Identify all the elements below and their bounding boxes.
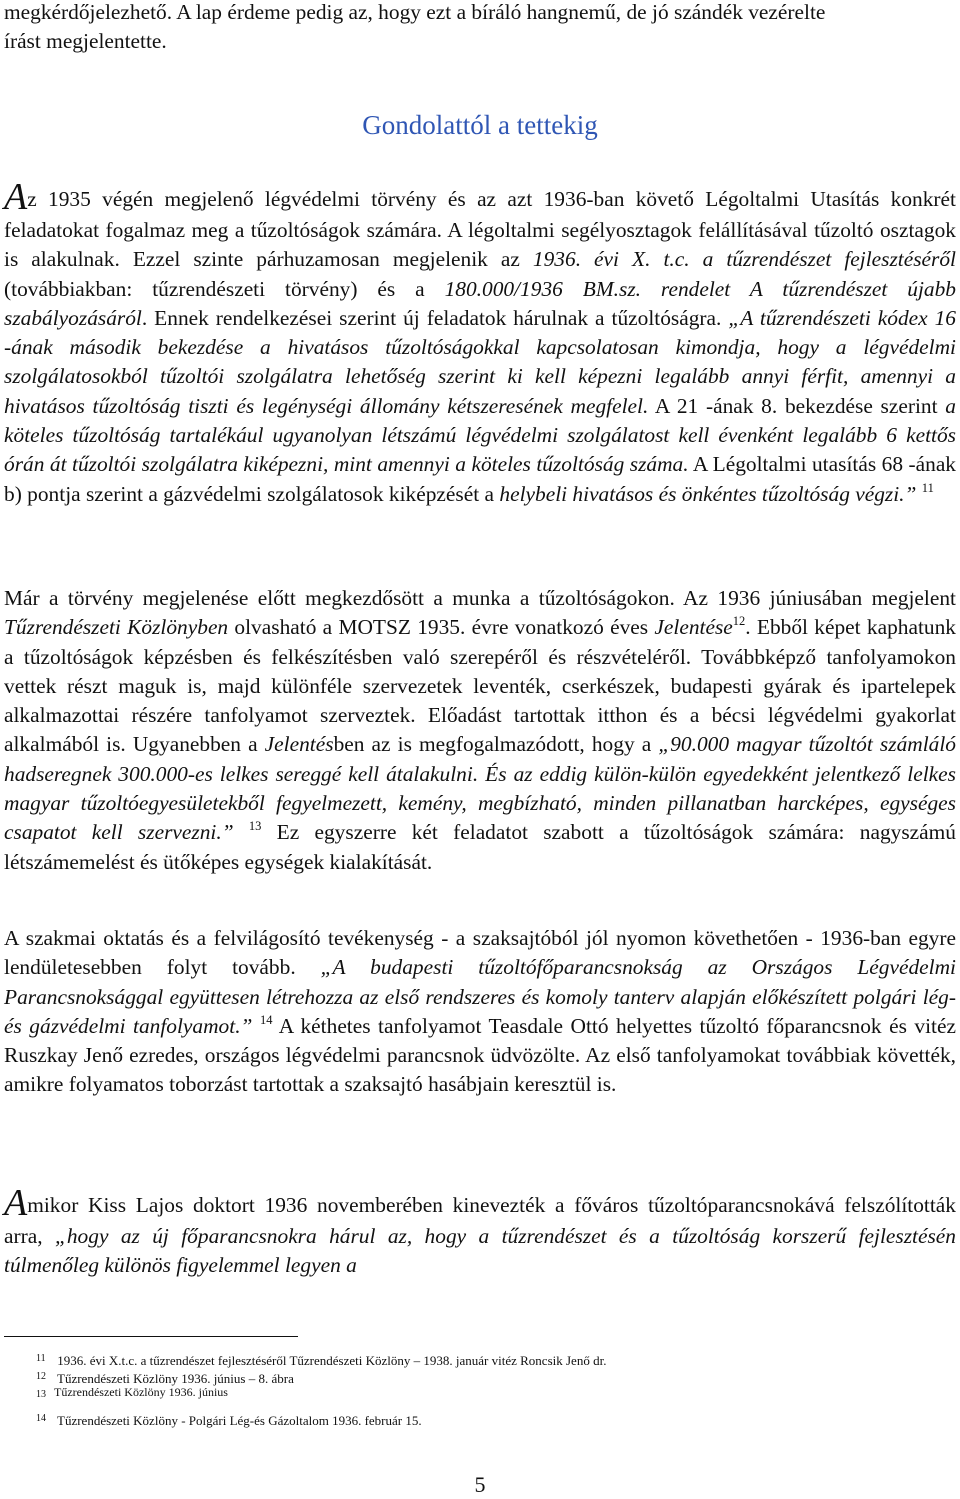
p2-text-2: olvasható a MOTSZ 1935. évre vonatkozó éves [228, 615, 655, 640]
p1-text-5: A Légoltalmi utasítás 68 -ának b) pontja szerint a gázvédelmi szolgálatosok kiképzését a [4, 452, 957, 506]
p3-text-1: A szakmai oktatás és a felvilágosító tevékenység - a szaksajtóból jól nyomon követhetően - 1936-ban egyre lendületesebben folyt tovább. [4, 926, 956, 980]
p1-italic-5: helybeli hivatásos és önkéntes tűzoltóság végzi.” [499, 481, 917, 506]
p1-italic-2: 180.000/1936 BM.sz. rendelet A tűzrendészet újabb szabályozásáról [4, 276, 956, 330]
footnote-text: Tűzrendészeti Közlöny 1936. június [54, 1385, 228, 1399]
p2-text-5: Ez egyszerre két feladatot szabott a tűzoltóságok számára: nagyszámú létszámemelést és ütőképes egységek kialakítását. [4, 820, 956, 874]
footnote-13 [4, 1384, 956, 1403]
p2-text-3: . Ebből képet kaphatunk a tűzoltóságok képzésben és felkészítésben való szerepéről és részvételéről. Továbbképző tanfolyamokon vettek részt maguk is, majd különféle szervezetek leventék, cserkészek, budapesti gyárak és ipartelepek alkalmazottai részére tanfolyamot szerveztek. Előadást tartottak itthon és a bécsi légvédelmi gyakorlat alkalmából is. Ugyanebben a [4, 615, 956, 757]
footnote-separator [4, 1336, 298, 1337]
page-number: 5 [474, 1472, 486, 1497]
p1-italic-1: 1936. évi X. t.c. a tűzrendészet fejlesztéséről [532, 247, 957, 272]
drop-cap-2: A [4, 1182, 28, 1224]
p4-italic-1: „hogy az új főparancsnokra hárul az, hogy a tűzrendészet és a tűzoltóság korszerű fejlesztésén túlmenőleg különös figyelemmel legyen a [4, 1224, 956, 1278]
footnote-11 [4, 1350, 956, 1369]
footnote-text: Tűzrendészeti Közlöny - Polgári Lég-és Gázoltalom 1936. február 15. [57, 1413, 422, 1428]
footnote-number: 13 [36, 1389, 46, 1400]
footnote-ref-12: 12 [732, 614, 746, 629]
footnote-text: Tűzrendészeti Közlöny 1936. június – 8. ábra [57, 1371, 294, 1386]
section-title: Gondolattól a tettekig [362, 110, 598, 140]
footnote-text: 1936. évi X.t.c. a tűzrendészet fejlesztéséről Tűzrendészeti Közlöny – 1938. január vitéz Roncsik Jenő dr. [57, 1353, 607, 1368]
p2-text-4: ben az is megfogalmazódott, hogy a [333, 732, 659, 757]
p2-italic-2: Jelentése [654, 615, 733, 640]
p2-text-1: Már a törvény megjelenése előtt megkezdősött a munka a tűzoltóságokon. Az 1936 júniusában megjelent [4, 586, 956, 610]
footnote-ref-11: 11 [921, 480, 934, 495]
p2-italic-1: Tűzrendészeti Közlönyben [4, 615, 229, 640]
p3-italic-1: „A budapesti tűzoltófőparancsnokság az Országos Légvédelmi Parancsnoksággal együttesen létrehozza az első rendszeres és komoly tanterv alapján előkészített polgári lég- és gázvédelmi tanfolyamot.” [4, 955, 956, 1038]
footnote-ref-14: 14 [259, 1012, 273, 1027]
footnote-number: 11 [36, 1353, 46, 1364]
footnote-number: 12 [36, 1371, 46, 1382]
p2-italic-3: Jelentés [264, 732, 334, 757]
paragraph-2 [4, 584, 956, 877]
footnote-14 [4, 1410, 956, 1429]
p1-text-1: z 1935 végén megjelenő légvédelmi törvény és az azt 1936-ban követő Légoltalmi Utasítás konkrét feladatokat fogalmaz meg a tűzoltóságok számára. A légoltalmi segélyosztagok felállításával tűzoltó osztagok is alakulnak. Ezzel szinte párhuzamosan megjelenik az [4, 187, 956, 272]
p1-text-3: . Ennek rendelkezései szerint új feladatok hárulnak a tűzoltóságra. [141, 305, 729, 330]
p4-text-1: mikor Kiss Lajos doktort 1936 novemberében kinevezték a főváros tűzoltóparancsnokává felszólították arra, [4, 1193, 956, 1248]
footnote-ref-13: 13 [248, 819, 262, 834]
footnote-number: 14 [36, 1413, 46, 1424]
paragraph-1 [4, 178, 956, 509]
p1-text-2: (továbbiakban: tűzrendészeti törvény) és a [4, 276, 445, 301]
p3-text-2: A kéthetes tanfolyamot Teasdale Ottó helyettes tűzoltó főparancsnok és vitéz Ruszkay Jenő ezredes, országos légvédelmi parancsnok üdvözölte. Az első tanfolyamokat továbbiak követték, amikre folyamatos toborzást tartottak a szaksajtó hasábjain keresztül is. [4, 1013, 956, 1097]
paragraph-4 [4, 1184, 956, 1281]
p2-italic-4: „90.000 magyar tűzoltót számláló hadseregnek 300.000-es lelkes sereggé kell átalakulni. És az eddig külön-külön egyedekként jelentkező lelkes magyar tűzoltóegyesületekből fegyelmezett, kemény, megbízható, minden pillanatban harcképes, egységes csapatot kell szervezni.” [4, 732, 956, 845]
p1-italic-4: a köteles tűzoltóság tartalékául ugyanolyan létszámú légvédelmi szolgálatost kell évenként legalább 6 kettős órán át tűzoltói szolgálatra kiképezni, mint amennyi a köteles tűzoltóság száma. [4, 393, 956, 477]
p1-text-4: A 21 -ának 8. bekezdése szerint [648, 393, 946, 418]
intro-line-1: megkérdőjelezhető. A lap érdeme pedig az, hogy ezt a bíráló hangnemű, de jó szándék vezérelte [4, 0, 826, 24]
intro-line-2: írást megjelentette. [4, 29, 167, 54]
p1-italic-3: „A tűzrendészeti kódex 16 -ának második bekezdése a hivatásos tűzoltóságokkal kapcsolatosan kimondja, hogy a légvédelmi szolgálatosokból tűzoltói szolgálatra lehetőség szerint ki kell képezni legalább annyi férfit, amennyi a hivatásos tűzoltóság tiszti és legénységi állomány kétszeresének megfelel. [4, 305, 956, 418]
drop-cap: A [4, 176, 28, 218]
intro-paragraph [4, 0, 956, 57]
paragraph-3 [4, 924, 956, 1100]
